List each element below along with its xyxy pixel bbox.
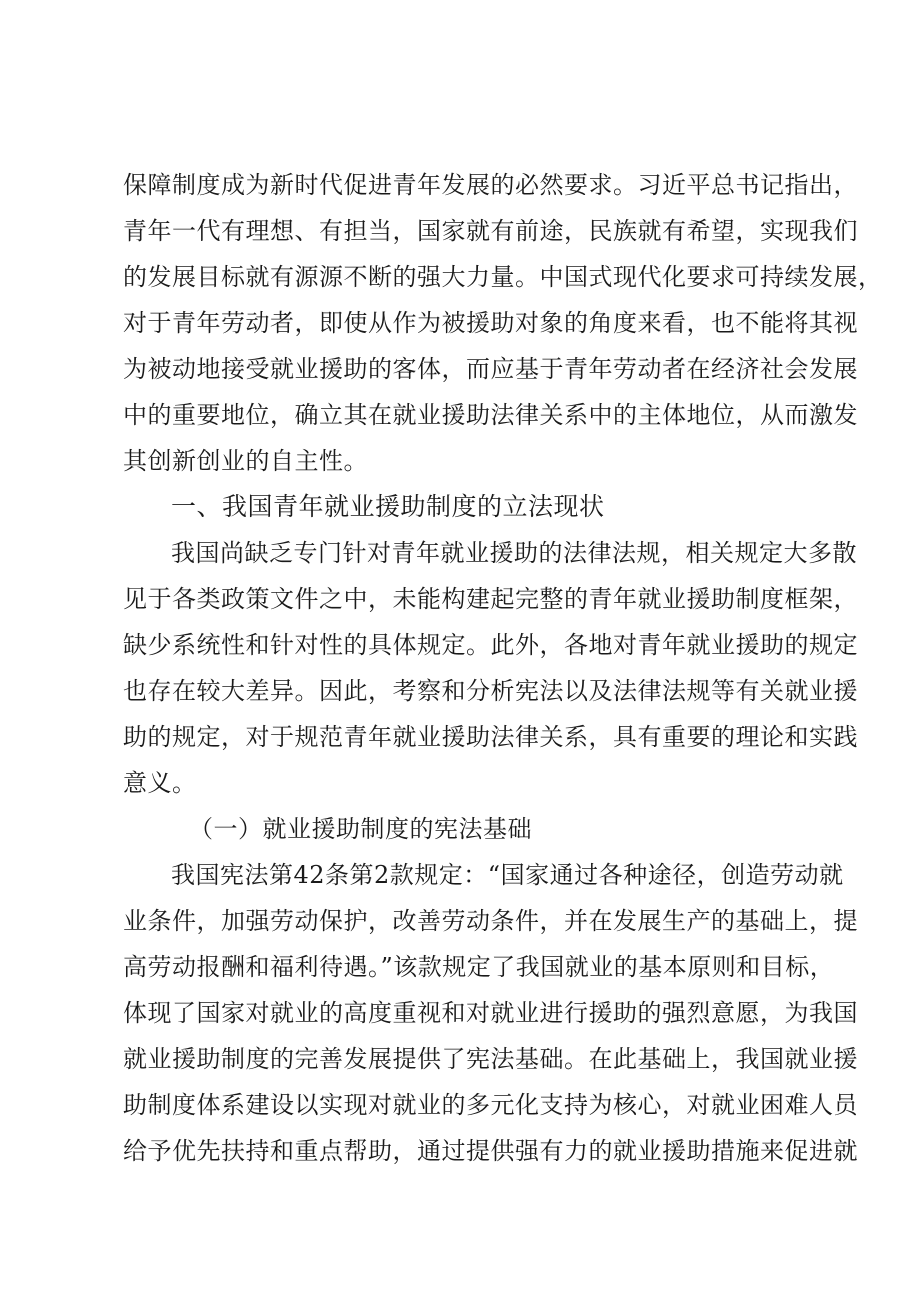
text-line: 也存在较大差异。因此，考察和分析宪法以及法律法规等有关就业援: [123, 677, 858, 705]
text-line: 体现了国家对就业的高度重视和对就业进行援助的强烈意愿，为我国: [123, 999, 858, 1027]
text-line: 见于各类政策文件之中，未能构建起完整的青年就业援助制度框架，: [123, 585, 858, 613]
text-line: 中的重要地位，确立其在就业援助法律关系中的主体地位，从而激发: [123, 401, 858, 429]
paragraph-2: [123, 530, 858, 806]
paragraph-3: [123, 852, 858, 1174]
text-line: 助的规定，对于规范青年就业援助法律关系，具有重要的理论和实践: [123, 723, 858, 751]
subsection-heading: （一）就业援助制度的宪法基础: [189, 815, 532, 843]
text-line: 给予优先扶持和重点帮助，通过提供强有力的就业援助措施来促进就: [123, 1137, 858, 1165]
text-line: 对于青年劳动者，即使从作为被援助对象的角度来看，也不能将其视: [123, 309, 858, 337]
text-line: 缺少系统性和针对性的具体规定。此外，各地对青年就业援助的规定: [123, 631, 858, 659]
text-line: 其创新创业的自主性。: [123, 447, 368, 475]
text-line: 的发展目标就有源源不断的强大力量。中国式现代化要求可持续发展，: [123, 263, 883, 291]
text-line: 我国宪法第42条第2款规定：“国家通过各种途径，创造劳动就: [171, 861, 844, 889]
text-line: 为被动地接受就业援助的客体，而应基于青年劳动者在经济社会发展: [123, 355, 858, 383]
text-line: 就业援助制度的完善发展提供了宪法基础。在此基础上，我国就业援: [123, 1045, 858, 1073]
section-heading-1: 一、我国青年就业援助制度的立法现状: [171, 492, 605, 521]
text-line: 业条件，加强劳动保护，改善劳动条件，并在发展生产的基础上，提: [123, 907, 858, 935]
paragraph-1: [123, 162, 883, 484]
text-line: 保障制度成为新时代促进青年发展的必然要求。习近平总书记指出，: [123, 171, 858, 199]
text-line: 我国尚缺乏专门针对青年就业援助的法律法规，相关规定大多散: [171, 539, 857, 567]
text-line: 意义。: [123, 769, 197, 797]
text-line: 高劳动报酬和福利待遇。”该款规定了我国就业的基本原则和目标，: [123, 953, 835, 981]
text-line: 助制度体系建设以实现对就业的多元化支持为核心，对就业困难人员: [123, 1091, 858, 1119]
document-body: [123, 162, 883, 1174]
text-line: 青年一代有理想、有担当，国家就有前途，民族就有希望，实现我们: [123, 217, 858, 245]
